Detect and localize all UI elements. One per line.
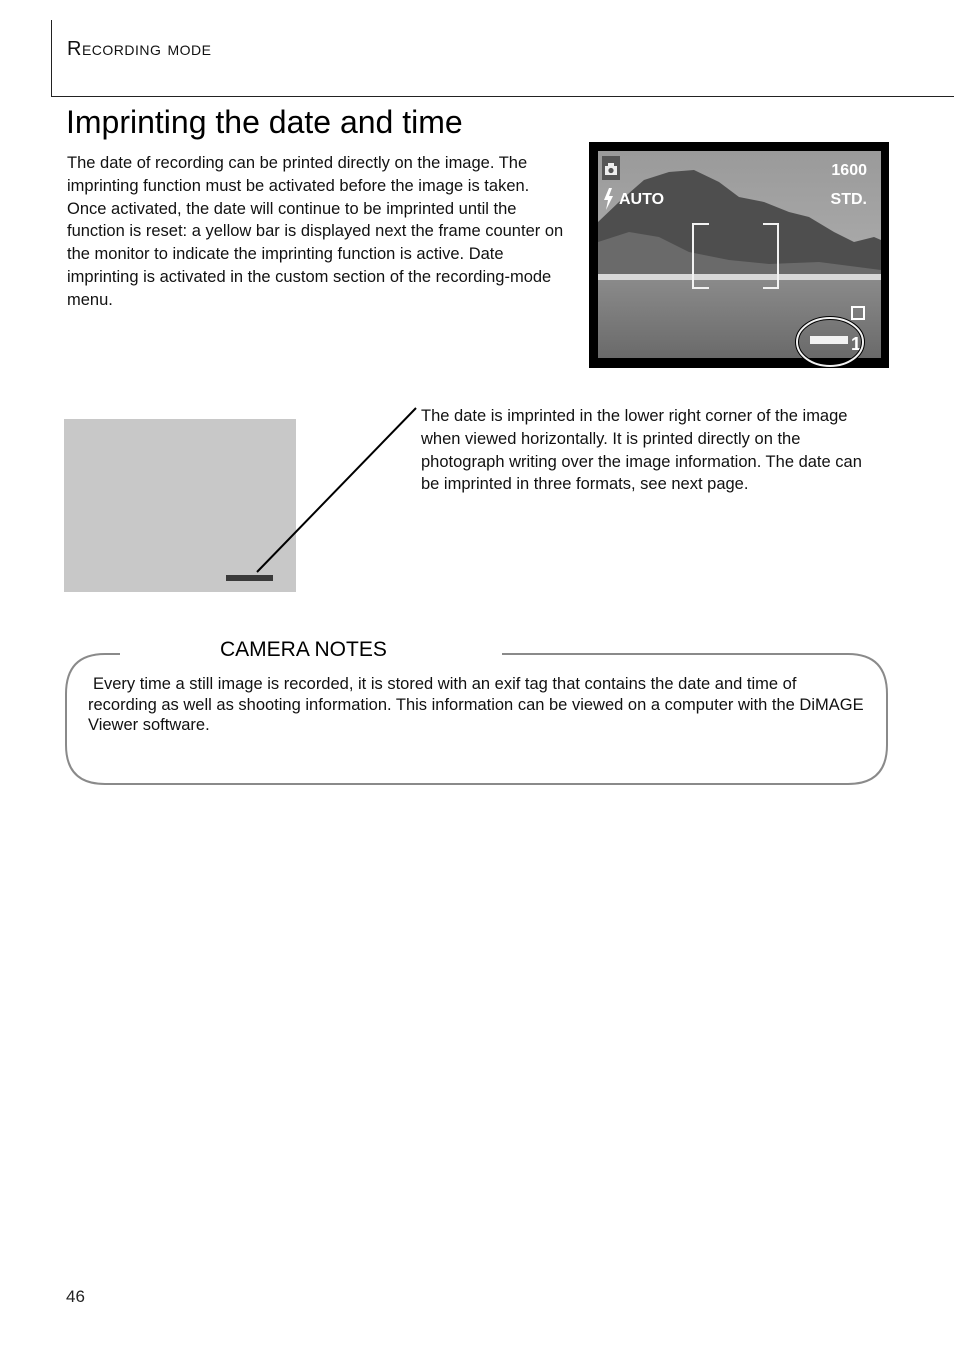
section-heading: Recording mode bbox=[67, 38, 212, 60]
imprint-date-bar bbox=[226, 575, 273, 581]
header-horizontal-rule bbox=[51, 96, 954, 97]
shoreline bbox=[598, 274, 881, 280]
resolution-label: 1600 bbox=[831, 162, 867, 179]
intro-paragraph: The date of recording can be printed directly on the image. The imprinting function must be activated before the image is taken. Once activated, the date will continue to be imprinted until the function is reset: a yellow bar is displayed next the frame counter on the monitor to indicate the imprinting function is active. Date imprinting is activated in the custom section of the recording-mode menu. bbox=[67, 154, 564, 309]
camera-monitor-illustration bbox=[589, 142, 889, 368]
imprint-position-diagram bbox=[64, 419, 296, 592]
quality-label: STD. bbox=[830, 191, 867, 208]
imprint-description: The date is imprinted in the lower right corner of the image when viewed horizontally. It is printed directly on the photograph writing over the image information. The date can be imprinted in three formats, see next page. bbox=[421, 407, 862, 494]
monitor-scene bbox=[589, 142, 889, 368]
camera-icon bbox=[602, 156, 620, 180]
camera-notes-text: Every time a still image is recorded, it is stored with an exif tag that contains the date and time of recording as well as shooting information. This information can be viewed on a computer with the DiMAGE Viewer software. bbox=[88, 675, 864, 734]
date-imprint-indicator-bar bbox=[810, 336, 848, 344]
header-vertical-rule bbox=[51, 20, 52, 97]
page-title: Imprinting the date and time bbox=[66, 104, 463, 140]
flash-mode-label: AUTO bbox=[619, 191, 665, 208]
frame-counter: 1 bbox=[851, 334, 862, 354]
page-number: 46 bbox=[66, 1287, 85, 1306]
camera-notes-title: CAMERA NOTES bbox=[220, 638, 387, 661]
